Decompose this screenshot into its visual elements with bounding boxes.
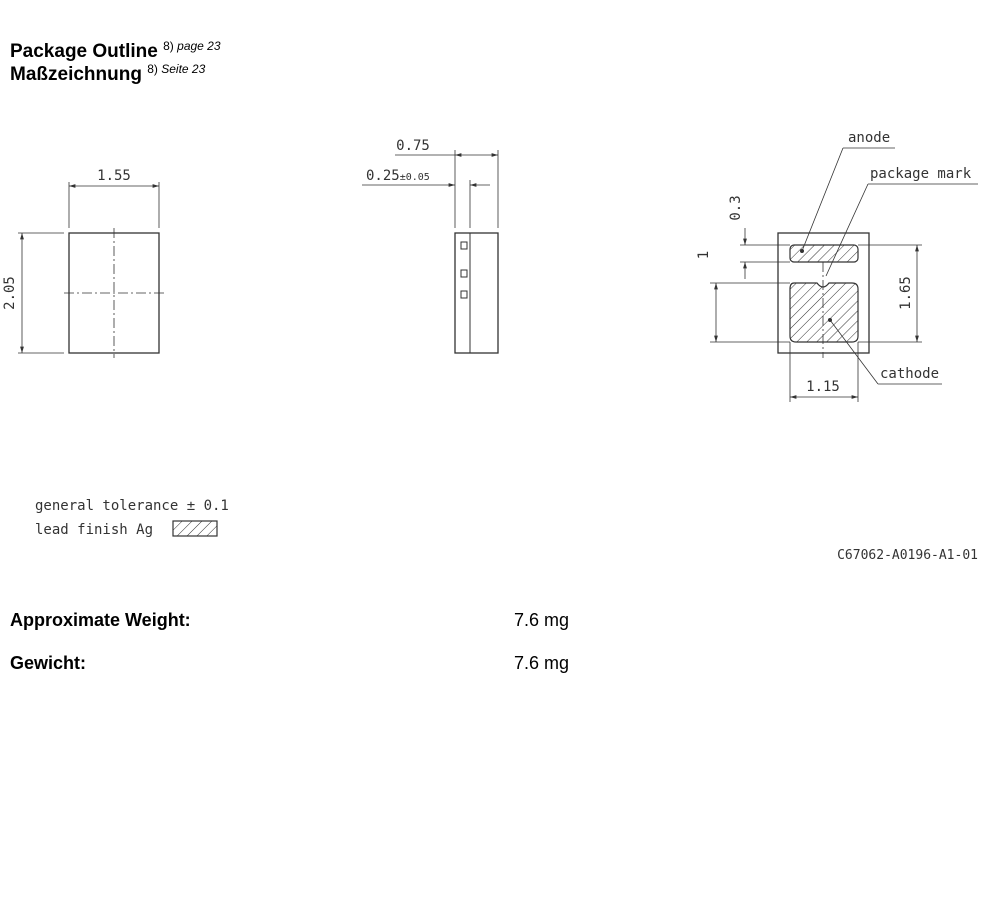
anode-pad: [790, 245, 858, 262]
title-german-text: Maßzeichnung: [10, 64, 142, 85]
label-front-height: 2.05: [2, 276, 18, 310]
title-english-text: Package Outline: [10, 41, 158, 62]
bottom-view: [710, 148, 978, 402]
label-package-mark: package mark: [870, 166, 972, 182]
cathode-pad: [790, 283, 858, 342]
weight-label-en: Approximate Weight:: [10, 610, 191, 630]
label-side-lead: [366, 168, 430, 184]
front-view: [18, 182, 164, 358]
drawing-number: C67062-A0196-A1-01: [837, 548, 978, 563]
label-side-lead-tol: ±0.05: [399, 172, 430, 183]
side-lead-3: [461, 291, 467, 298]
ref-page: Seite 23: [161, 62, 206, 76]
label-anode: anode: [848, 130, 891, 146]
note-lead-finish: lead finish Ag: [35, 522, 154, 538]
side-lead-2: [461, 270, 467, 277]
weight-label-de: Gewicht:: [10, 653, 87, 673]
label-cathode: cathode: [880, 366, 940, 382]
leader-anode: [802, 148, 843, 251]
note-tolerance: general tolerance ± 0.1: [35, 498, 229, 514]
lead-finish-hatch-swatch: [173, 521, 217, 536]
label-bottom-gap: 0.3: [728, 195, 744, 221]
side-lead-1: [461, 242, 467, 249]
label-side-lead-value: 0.25: [366, 168, 400, 184]
weight-value-de: 7.6 mg: [514, 653, 570, 673]
label-bottom-height: 1.65: [898, 276, 914, 310]
label-front-width: 1.55: [97, 168, 131, 184]
label-side-width: 0.75: [396, 138, 430, 154]
label-bottom-pitch: 1: [696, 250, 712, 260]
label-bottom-pad-width: 1.15: [806, 379, 840, 395]
ref-page: page 23: [177, 39, 221, 53]
ref-number: 8): [147, 62, 158, 76]
weight-value-en: 7.6 mg: [514, 610, 570, 630]
ref-number: 8): [163, 39, 174, 53]
